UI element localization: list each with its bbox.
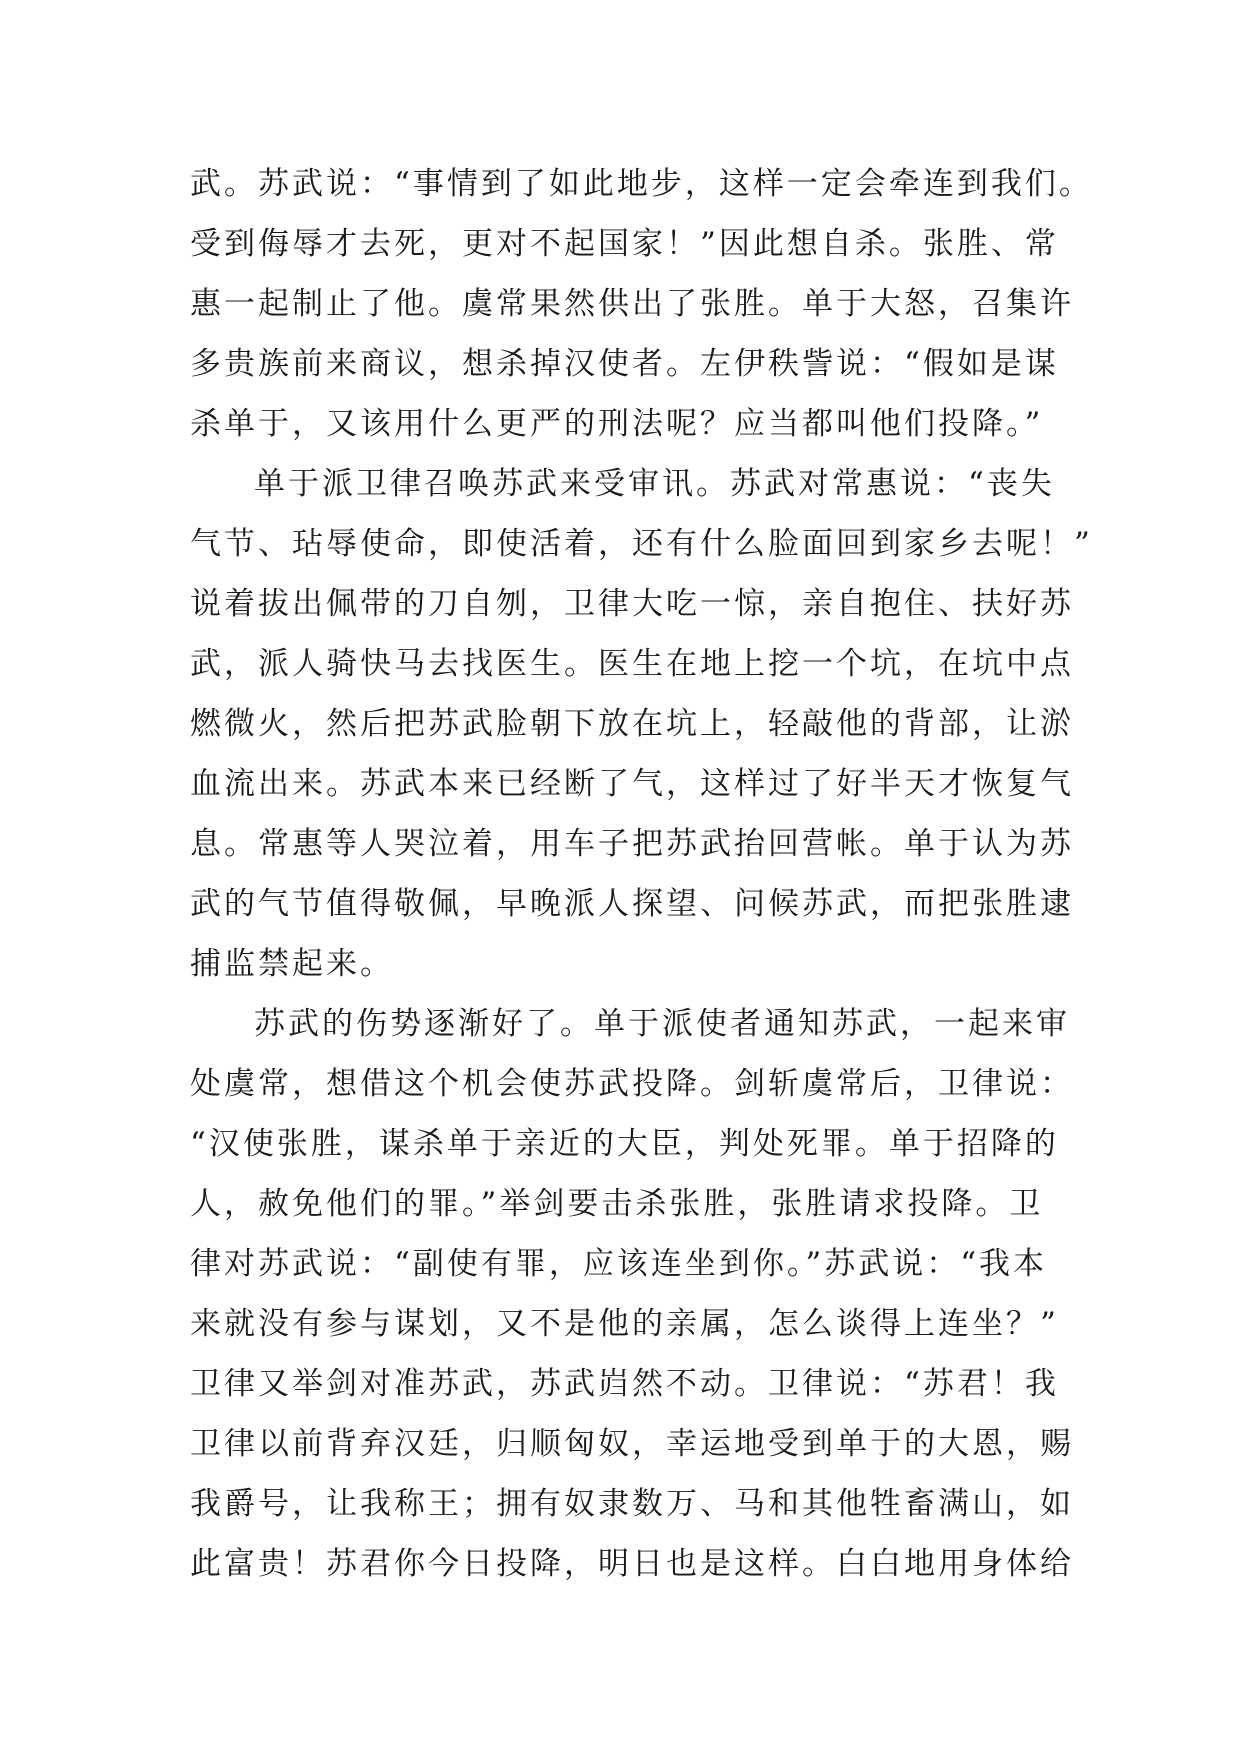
text-line: “汉使张胜，谋杀单于亲近的大臣，判处死罪。单于招降的 — [190, 1126, 1059, 1162]
text-line: 息。常惠等人哭泣着，用车子把苏武抬回营帐。单于认为苏 — [190, 826, 1074, 862]
text-line: 武，派人骑快马去找医生。医生在地上挖一个坑，在坑中点 — [190, 646, 1074, 682]
text-line: 受到侮辱才去死，更对不起国家！”因此想自杀。张胜、常 — [190, 226, 1059, 262]
text-line: 此富贵！苏君你今日投降，明日也是这样。白白地用身体给 — [190, 1546, 1074, 1582]
text-line: 惠一起制止了他。虞常果然供出了张胜。单于大怒，召集许 — [190, 286, 1074, 322]
paragraph-first-line: 苏武的伤势逐渐好了。单于派使者通知苏武，一起来审 — [254, 1006, 1070, 1042]
text-line: 卫律又举剑对准苏武，苏武岿然不动。卫律说：“苏君！我 — [190, 1366, 1059, 1402]
text-line: 人，赦免他们的罪。”举剑要击杀张胜，张胜请求投降。卫 — [190, 1186, 1044, 1222]
paragraph-first-line: 单于派卫律召唤苏武来受审讯。苏武对常惠说：“丧失 — [254, 466, 1055, 502]
text-line: 燃微火，然后把苏武脸朝下放在坑上，轻敲他的背部，让淤 — [190, 706, 1074, 742]
text-line: 我爵号，让我称王；拥有奴隶数万、马和其他牲畜满山，如 — [190, 1486, 1074, 1522]
text-line: 卫律以前背弃汉廷，归顺匈奴，幸运地受到单于的大恩，赐 — [190, 1426, 1074, 1462]
text-line: 武的气节值得敬佩，早晚派人探望、问候苏武，而把张胜逮 — [190, 886, 1074, 922]
body-text — [190, 154, 1093, 1594]
text-line: 多贵族前来商议，想杀掉汉使者。左伊秩訾说：“假如是谋 — [190, 346, 1059, 382]
text-line: 说着拔出佩带的刀自刎，卫律大吃一惊，亲自抱住、扶好苏 — [190, 586, 1074, 622]
text-line: 捕监禁起来。 — [190, 946, 394, 982]
text-line: 气节、玷辱使命，即使活着，还有什么脸面回到家乡去呢！” — [190, 526, 1093, 562]
text-line: 处虞常，想借这个机会使苏武投降。剑斩虞常后，卫律说： — [190, 1066, 1074, 1102]
text-line: 来就没有参与谋划，又不是他的亲属，怎么谈得上连坐？” — [190, 1306, 1059, 1342]
text-line: 律对苏武说：“副使有罪，应该连坐到你。”苏武说：“我本 — [190, 1246, 1048, 1282]
text-line: 血流出来。苏武本来已经断了气，这样过了好半天才恢复气 — [190, 766, 1074, 802]
text-line: 杀单于，又该用什么更严的刑法呢？应当都叫他们投降。” — [190, 406, 1044, 442]
text-line: 武。苏武说：“事情到了如此地步，这样一定会牵连到我们。 — [190, 166, 1093, 202]
